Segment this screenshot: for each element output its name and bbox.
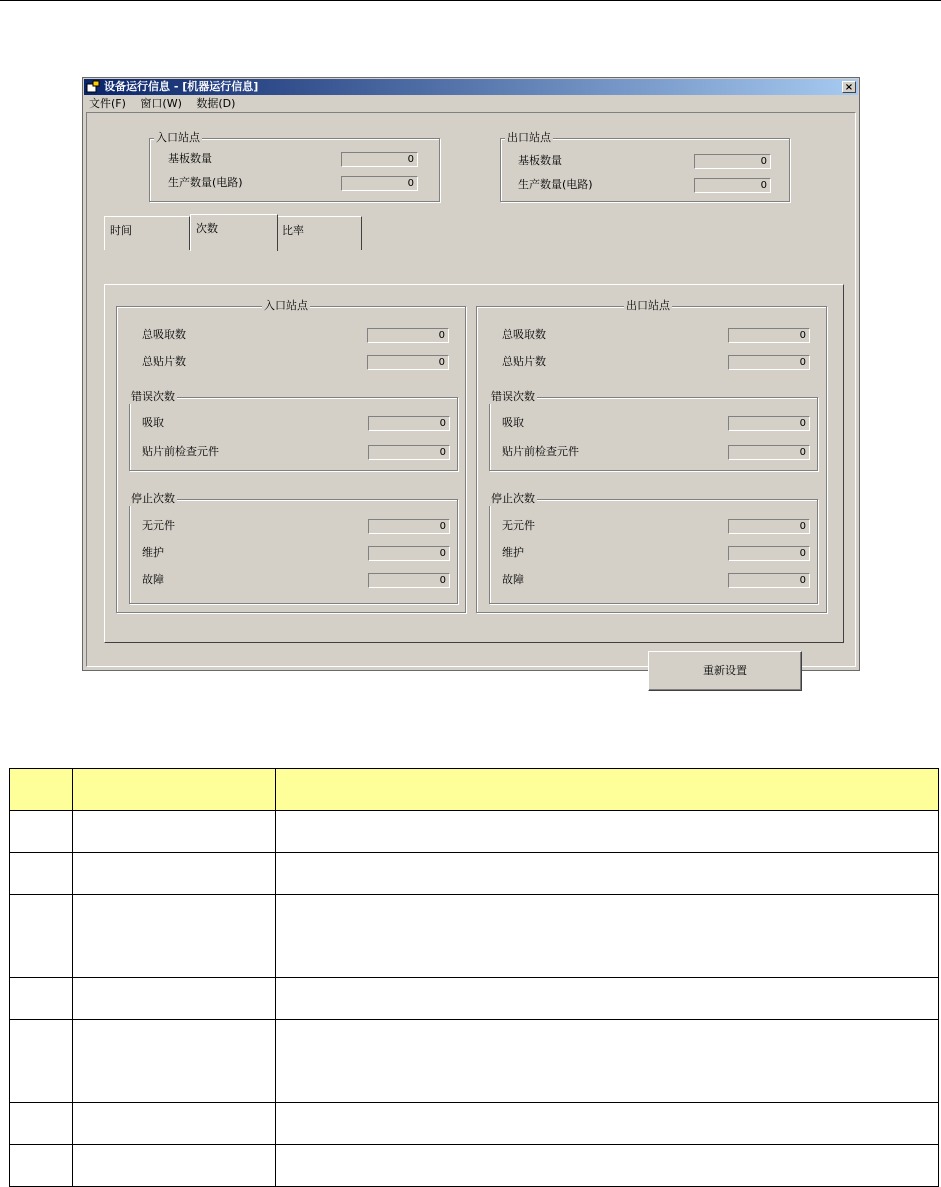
table-cell	[73, 811, 276, 853]
exit-total-pick-label: 总吸取数	[502, 328, 546, 341]
exit-stops-group	[489, 492, 818, 604]
table-cell	[276, 853, 939, 895]
entrance-stop-fault-label: 故障	[142, 573, 164, 586]
table-cell	[276, 895, 939, 978]
table-row	[10, 1020, 939, 1103]
exit-error-pick-value: 0	[728, 416, 810, 431]
table-cell	[73, 978, 276, 1020]
table-cell	[73, 895, 276, 978]
exit-error-precheck-label: 贴片前检查元件	[502, 445, 579, 458]
page-top-rule	[0, 0, 941, 1]
tab-counts[interactable]: 次数	[190, 214, 278, 251]
exit-stop-fault-value: 0	[728, 573, 810, 588]
summary-exit-output-value: 0	[694, 178, 771, 193]
menu-bar	[89, 96, 246, 111]
summary-entrance-legend: 入口站点	[156, 131, 200, 144]
summary-entrance-output-value: 0	[341, 176, 418, 191]
table-cell	[10, 853, 73, 895]
exit-stop-fault-label: 故障	[502, 573, 524, 586]
entrance-errors-group	[129, 390, 458, 471]
table-row	[10, 853, 939, 895]
title-bar[interactable]	[84, 79, 858, 95]
summary-exit-boards-value: 0	[694, 154, 771, 169]
app-icon	[86, 80, 100, 93]
table-cell	[276, 1103, 939, 1145]
summary-exit-boards-label: 基板数量	[518, 154, 562, 167]
table-cell	[10, 1020, 73, 1103]
exit-errors-legend: 错误次数	[491, 390, 535, 403]
table-cell	[10, 811, 73, 853]
exit-stops-legend: 停止次数	[491, 492, 535, 505]
summary-exit-group	[500, 131, 790, 202]
table-cell	[10, 1145, 73, 1187]
table-header-cell	[10, 769, 73, 811]
table-cell	[10, 978, 73, 1020]
entrance-error-precheck-value: 0	[368, 445, 450, 460]
summary-entrance-boards-value: 0	[341, 152, 418, 167]
entrance-stops-group	[129, 492, 458, 604]
menu-data[interactable]: 数据(D)	[196, 97, 236, 110]
table-header-cell	[73, 769, 276, 811]
app-window	[82, 77, 860, 677]
table-cell	[276, 1145, 939, 1187]
table-cell	[73, 1103, 276, 1145]
table-row	[10, 1145, 939, 1187]
exit-total-place-value: 0	[728, 355, 810, 370]
summary-exit-output-label: 生产数量(电路)	[518, 178, 593, 191]
table-header-row	[10, 769, 939, 811]
tab-rate[interactable]: 比率	[276, 216, 362, 250]
summary-entrance-group	[149, 131, 440, 202]
tab-panel-counts	[104, 284, 844, 643]
entrance-total-place-value: 0	[367, 355, 449, 370]
summary-entrance-output-label: 生产数量(电路)	[168, 176, 243, 189]
tab-time[interactable]: 时间	[104, 216, 190, 250]
exit-stop-maint-label: 维护	[502, 546, 524, 559]
exit-error-precheck-value: 0	[728, 445, 810, 460]
table-cell	[73, 1145, 276, 1187]
exit-total-place-label: 总贴片数	[502, 355, 546, 368]
entrance-stop-maint-value: 0	[368, 546, 450, 561]
entrance-stops-legend: 停止次数	[131, 492, 175, 505]
entrance-error-pick-label: 吸取	[142, 416, 164, 429]
entrance-stop-nopart-value: 0	[368, 519, 450, 534]
panel-exit-group	[476, 299, 827, 613]
panel-entrance-group	[116, 299, 466, 613]
table-cell	[10, 1103, 73, 1145]
table-cell	[276, 811, 939, 853]
table-row	[10, 978, 939, 1020]
window-title: 设备运行信息 - [机器运行信息]	[104, 80, 259, 93]
table-cell	[276, 1020, 939, 1103]
table-cell	[73, 853, 276, 895]
table-cell	[73, 1020, 276, 1103]
client-area	[86, 112, 856, 677]
reset-button[interactable]: 重新设置	[648, 651, 802, 691]
table-cell	[276, 978, 939, 1020]
exit-stop-nopart-value: 0	[728, 519, 810, 534]
table-row	[10, 811, 939, 853]
entrance-stop-fault-value: 0	[368, 573, 450, 588]
entrance-total-place-label: 总贴片数	[142, 355, 186, 368]
table-cell	[10, 895, 73, 978]
exit-errors-group	[489, 390, 818, 471]
table-row	[10, 1103, 939, 1145]
close-button[interactable]: ×	[842, 81, 856, 93]
entrance-total-pick-label: 总吸取数	[142, 328, 186, 341]
table-header-cell	[276, 769, 939, 811]
panel-exit-legend: 出口站点	[626, 299, 670, 312]
menu-file[interactable]: 文件(F)	[89, 97, 126, 110]
exit-total-pick-value: 0	[728, 328, 810, 343]
summary-entrance-boards-label: 基板数量	[168, 152, 212, 165]
summary-exit-legend: 出口站点	[507, 131, 551, 144]
entrance-errors-legend: 错误次数	[131, 390, 175, 403]
entrance-error-precheck-label: 贴片前检查元件	[142, 445, 219, 458]
document-table	[9, 768, 939, 1187]
entrance-error-pick-value: 0	[368, 416, 450, 431]
entrance-stop-nopart-label: 无元件	[142, 519, 175, 532]
exit-stop-nopart-label: 无元件	[502, 519, 535, 532]
menu-window[interactable]: 窗口(W)	[140, 97, 182, 110]
table-row	[10, 895, 939, 978]
entrance-total-pick-value: 0	[367, 328, 449, 343]
exit-error-pick-label: 吸取	[502, 416, 524, 429]
panel-entrance-legend: 入口站点	[264, 299, 308, 312]
exit-stop-maint-value: 0	[728, 546, 810, 561]
entrance-stop-maint-label: 维护	[142, 546, 164, 559]
